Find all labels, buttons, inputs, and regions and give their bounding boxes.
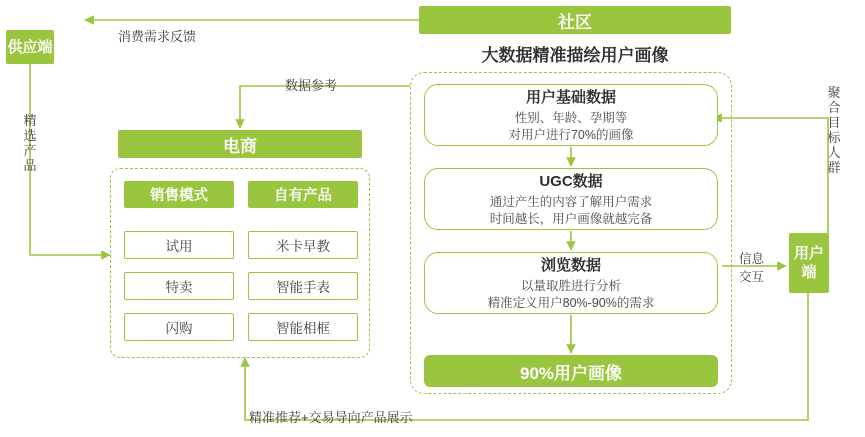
card-line-1: 性别、年龄、孕期等 [514,111,628,125]
card-user-basic-data[interactable] [424,84,718,146]
card-ugc-data[interactable] [424,168,718,230]
node-user-side[interactable]: 用户端 [789,233,829,293]
card-title: 浏览数据 [540,257,601,274]
card-user-profile-result[interactable]: 90%用户画像 [424,355,718,387]
ecommerce-item-trial[interactable]: 试用 [124,231,234,259]
community-headline: 大数据精准描绘用户画像 [481,46,669,65]
label-info-interaction-line1: 信息 [739,252,765,266]
label-aggregate-target-crowd: 聚合目标人群 [827,85,841,175]
ecommerce-item-smart-watch[interactable]: 智能手表 [248,272,358,300]
card-line-2: 精准定义用户80%-90%的需求 [487,296,655,310]
node-community[interactable]: 社区 [419,6,731,34]
label-demand-feedback: 消费需求反馈 [118,29,197,44]
card-line-1: 通过产生的内容了解用户需求 [489,195,653,209]
label-info-interaction-line2: 交互 [739,270,765,284]
card-browsing-data[interactable] [424,252,718,314]
label-bottom-flow: 精准推荐+交易导向产品展示 [249,410,413,425]
card-line-2: 时间越长，用户画像就越完备 [489,212,653,226]
card-line-2: 对用户进行70%的画像 [508,128,634,142]
node-ecommerce[interactable]: 电商 [118,130,362,158]
ecommerce-item-smart-frame[interactable]: 智能相框 [248,313,358,341]
ecommerce-col-header-own-products[interactable]: 自有产品 [248,181,358,208]
ecommerce-item-flash-sale[interactable]: 闪购 [124,313,234,341]
ecommerce-item-mika-early-education[interactable]: 米卡早教 [248,231,358,259]
node-supply-side[interactable]: 供应端 [6,30,54,64]
card-line-1: 以量取胜进行分析 [520,279,621,293]
label-selected-products: 精选产品 [23,113,37,173]
card-title: 用户基础数据 [525,89,616,106]
ecommerce-col-header-sales-mode[interactable]: 销售模式 [124,181,234,208]
ecommerce-item-special-sale[interactable]: 特卖 [124,272,234,300]
card-title: UGC数据 [539,173,603,190]
label-data-reference: 数据参考 [285,78,338,93]
